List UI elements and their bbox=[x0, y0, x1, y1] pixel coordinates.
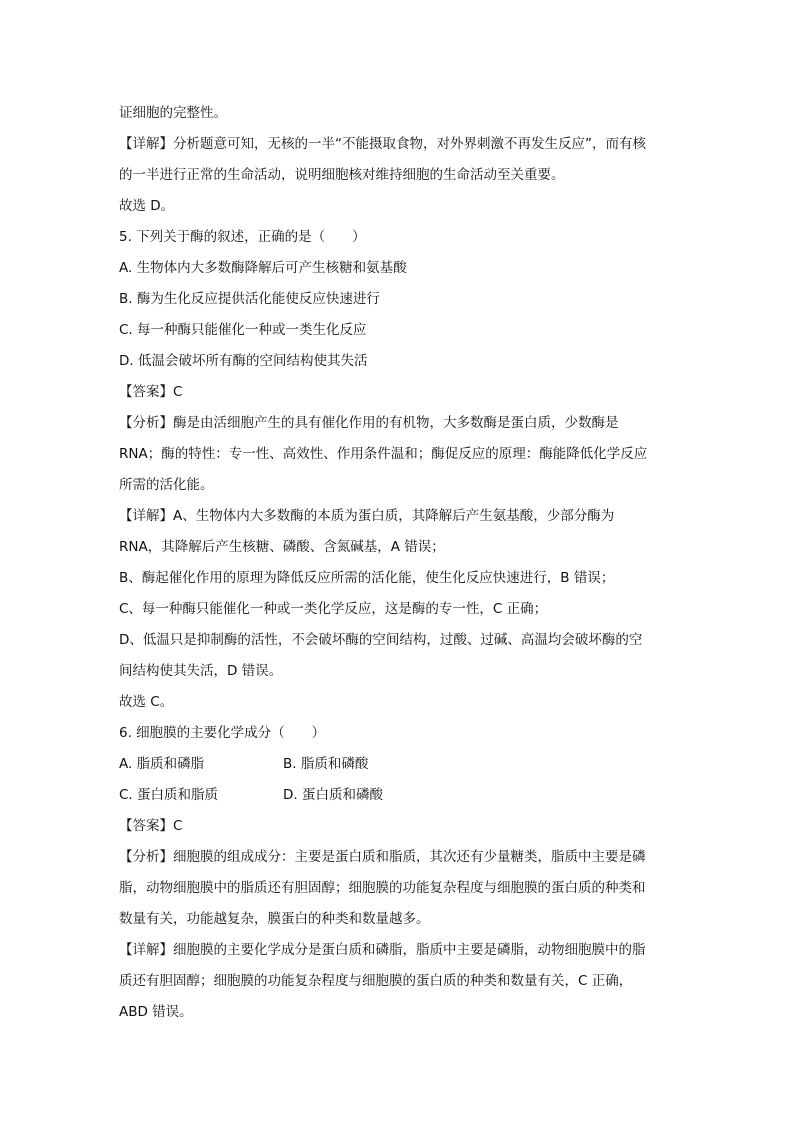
q4-detail-line-1: 【详解】分析题意可知，无核的一半“不能摄取食物，对外界刺激不再发生反应”，而有核 bbox=[119, 136, 646, 152]
q5-detail-line-1: 【详解】A、生物体内大多数酶的本质为蛋白质，其降解后产生氨基酸，少部分酶为 bbox=[119, 508, 615, 524]
q5-analysis-line-1: 【分析】酶是由活细胞产生的具有催化作用的有机物，大多数酶是蛋白质，少数酶是 bbox=[119, 415, 619, 431]
q5-analysis-line-2: RNA；酶的特性：专一性、高效性、作用条件温和；酶促反应的原理：酶能降低化学反应 bbox=[119, 446, 648, 462]
q5-detail-line-2: RNA，其降解后产生核糖、磷酸、含氮碱基，A 错误； bbox=[119, 539, 445, 555]
q5-detail-line-3: B、酶起催化作用的原理为降低反应所需的活化能，使生化反应快速进行，B 错误； bbox=[119, 570, 615, 586]
q5-option-b: B. 酶为生化反应提供活化能使反应快速进行 bbox=[119, 291, 380, 307]
q5-conclusion: 故选 C。 bbox=[119, 694, 174, 710]
q5-option-d: D. 低温会破坏所有酶的空间结构使其失活 bbox=[119, 353, 368, 369]
q4-detail-line-2: 的一半进行正常的生命活动，说明细胞核对维持细胞的生命活动至关重要。 bbox=[119, 167, 565, 183]
q5-detail-line-6: 间结构使其失活，D 错误。 bbox=[119, 663, 283, 679]
q5-analysis-line-3: 所需的活化能。 bbox=[119, 477, 214, 493]
q4-conclusion: 故选 D。 bbox=[119, 198, 175, 214]
q6-detail-line-3: ABD 错误。 bbox=[119, 1004, 193, 1020]
q6-analysis-line-3: 数量有关，功能越复杂，膜蛋白的种类和数量越多。 bbox=[119, 911, 430, 927]
q6-detail-line-2: 质还有胆固醇；细胞膜的功能复杂程度与细胞膜的蛋白质的种类和数量有关，C 正确， bbox=[119, 973, 633, 989]
q6-option-c: C. 蛋白质和脂质 bbox=[119, 787, 219, 803]
q6-analysis-line-2: 脂，动物细胞膜中的脂质还有胆固醇；细胞膜的功能复杂程度与细胞膜的蛋白质的种类和 bbox=[119, 880, 646, 896]
q6-option-b: B. 脂质和磷酸 bbox=[283, 756, 369, 772]
q5-answer: 【答案】C bbox=[119, 384, 183, 400]
q5-detail-line-4: C、每一种酶只能催化一种或一类化学反应，这是酶的专一性，C 正确； bbox=[119, 601, 548, 617]
q6-option-a: A. 脂质和磷脂 bbox=[119, 756, 205, 772]
q6-detail-line-1: 【详解】细胞膜的主要化学成分是蛋白质和磷脂，脂质中主要是磷脂，动物细胞膜中的脂 bbox=[119, 942, 646, 958]
q6-option-d: D. 蛋白质和磷酸 bbox=[283, 787, 383, 803]
q6-stem: 6. 细胞膜的主要化学成分（ ） bbox=[119, 725, 326, 741]
q4-continuation: 证细胞的完整性。 bbox=[119, 105, 227, 121]
q5-option-c: C. 每一种酶只能催化一种或一类生化反应 bbox=[119, 322, 367, 338]
q5-option-a: A. 生物体内大多数酶降解后可产生核糖和氨基酸 bbox=[119, 260, 407, 276]
q5-stem: 5. 下列关于酶的叙述，正确的是（ ） bbox=[119, 229, 366, 245]
q6-analysis-line-1: 【分析】细胞膜的组成成分：主要是蛋白质和脂质，其次还有少量糖类，脂质中主要是磷 bbox=[119, 849, 646, 865]
q5-detail-line-5: D、低温只是抑制酶的活性，不会破坏酶的空间结构，过酸、过碱、高温均会破坏酶的空 bbox=[119, 632, 643, 648]
q6-answer: 【答案】C bbox=[119, 818, 183, 834]
